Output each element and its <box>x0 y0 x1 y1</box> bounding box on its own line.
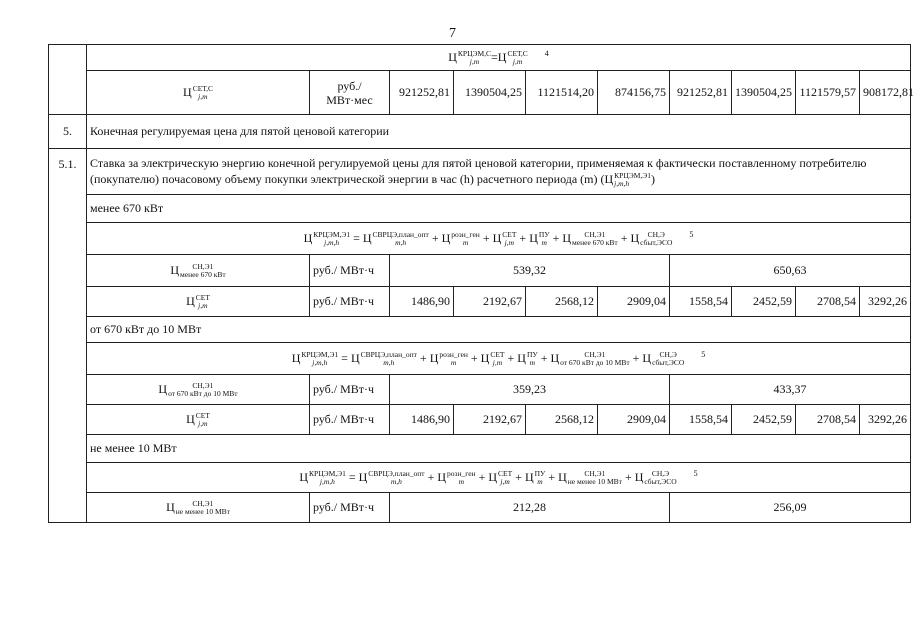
cet-c-value: 921252,81 <box>670 71 732 115</box>
group-formula: Ц КРЦЭМ,Э1 j,m,h = Ц СВРЦЭ,план_опт m,h + Ц розн_ген m + Ц СЕТ j,m + Ц ПУ m + Ц СН,Э1 не менее 10 МВт + Ц СН,Э сбыт,ЭСО $^5$ <box>87 463 911 493</box>
cet-value: 2452,59 <box>732 405 796 435</box>
cet-value: 2909,04 <box>598 405 670 435</box>
section-51-row <box>49 149 911 195</box>
sn-unit: руб./ МВт·ч <box>310 375 390 405</box>
cet-unit: руб./ МВт·ч <box>310 287 390 317</box>
sn-value: 256,09 <box>670 493 911 523</box>
cet-c-symbol: Ц СЕТ,С j,m <box>87 71 310 115</box>
sn-value: 433,37 <box>670 375 911 405</box>
section-51-text: Ставка за электрическую энергию конечной регулируемой цены для пятой ценовой категории, применяемая к фактически поставленному потребителю (покупателю) почасовому объему покупки электрической энергии в час (h) расчетного периода (m) (Ц КРЦЭМ,Э1 j,m,h ) <box>87 149 911 195</box>
section-title: Конечная регулируемая цена для пятой ценовой категории <box>87 115 911 149</box>
cet-value: 1486,90 <box>390 287 454 317</box>
group-formula: Ц КРЦЭМ,Э1 j,m,h = Ц СВРЦЭ,план_опт m,h + Ц розн_ген m + Ц СЕТ j,m + Ц ПУ m + Ц СН,Э1 от 670 кВт до 10 МВт + Ц СН,Э сбыт,ЭСО $^5$ <box>87 343 911 375</box>
sn-row <box>49 375 911 405</box>
sn-symbol: Ц СН,Э1 менее 670 кВт <box>87 255 310 287</box>
cet-value: 1558,54 <box>670 287 732 317</box>
sn-unit: руб./ МВт·ч <box>310 255 390 287</box>
page-number: 7 <box>449 26 456 41</box>
section-5-row <box>49 115 911 149</box>
cet-value: 2909,04 <box>598 287 670 317</box>
cet-symbol: Ц СЕТ j,m <box>87 405 310 435</box>
cet-c-value: 1390504,25 <box>454 71 526 115</box>
sn-value: 359,23 <box>390 375 670 405</box>
group-title: не менее 10 МВт <box>87 435 911 463</box>
sn-symbol: Ц СН,Э1 не менее 10 МВт <box>87 493 310 523</box>
cet-value: 1558,54 <box>670 405 732 435</box>
cet-symbol: Ц СЕТ j,m <box>87 287 310 317</box>
section-number: 5. <box>49 115 87 149</box>
footnote-mark: 4 <box>544 49 549 59</box>
tariff-table <box>48 44 914 523</box>
cet-c-value: 921252,81 <box>390 71 454 115</box>
group-formula: Ц КРЦЭМ,Э1 j,m,h = Ц СВРЦЭ,план_опт m,h + Ц розн_ген m + Ц СЕТ j,m + Ц ПУ m + Ц СН,Э1 менее 670 кВт + Ц СН,Э сбыт,ЭСО $^5$ <box>87 223 911 255</box>
cet-value: 2708,54 <box>796 405 860 435</box>
cet-value: 3292,26 <box>860 405 911 435</box>
empty-num-cell <box>49 45 87 115</box>
footnote-mark: 5 <box>693 469 698 479</box>
sn-unit: руб./ МВт·ч <box>310 493 390 523</box>
cet-c-value: 874156,75 <box>598 71 670 115</box>
cet-value: 2192,67 <box>454 287 526 317</box>
section-number: 5.1. <box>49 149 87 523</box>
group-title-row <box>49 317 911 343</box>
sn-value: 539,32 <box>390 255 670 287</box>
group-formula-row <box>49 463 911 493</box>
cet-c-value: 908172,81 <box>860 71 911 115</box>
sn-symbol: Ц СН,Э1 от 670 кВт до 10 МВт <box>87 375 310 405</box>
top-formula-row <box>49 45 911 71</box>
cet-value: 2192,67 <box>454 405 526 435</box>
cet-value: 2452,59 <box>732 287 796 317</box>
cet-c-value: 1121514,20 <box>526 71 598 115</box>
group-formula-row <box>49 223 911 255</box>
top-formula: Ц КРЦЭМ,С j,m =Ц СЕТ,С j,m $^4$ <box>87 45 911 71</box>
cet-value: 2568,12 <box>526 287 598 317</box>
sn-row <box>49 255 911 287</box>
cet-value: 2568,12 <box>526 405 598 435</box>
cet-unit: руб./ МВт·ч <box>310 405 390 435</box>
group-title: менее 670 кВт <box>87 195 911 223</box>
cet-c-row <box>49 71 911 115</box>
cet-value: 3292,26 <box>860 287 911 317</box>
cet-value: 2708,54 <box>796 287 860 317</box>
group-title-row <box>49 435 911 463</box>
sn-row <box>49 493 911 523</box>
group-title-row <box>49 195 911 223</box>
footnote-mark: 5 <box>689 230 694 240</box>
sn-value: 650,63 <box>670 255 911 287</box>
cet-row <box>49 287 911 317</box>
sn-value: 212,28 <box>390 493 670 523</box>
cet-value: 1486,90 <box>390 405 454 435</box>
cet-c-unit: руб./ МВт·мес <box>310 71 390 115</box>
footnote-mark: 5 <box>701 350 706 360</box>
cet-c-value: 1390504,25 <box>732 71 796 115</box>
group-title: от 670 кВт до 10 МВт <box>87 317 911 343</box>
cet-row <box>49 405 911 435</box>
cet-c-value: 1121579,57 <box>796 71 860 115</box>
group-formula-row <box>49 343 911 375</box>
